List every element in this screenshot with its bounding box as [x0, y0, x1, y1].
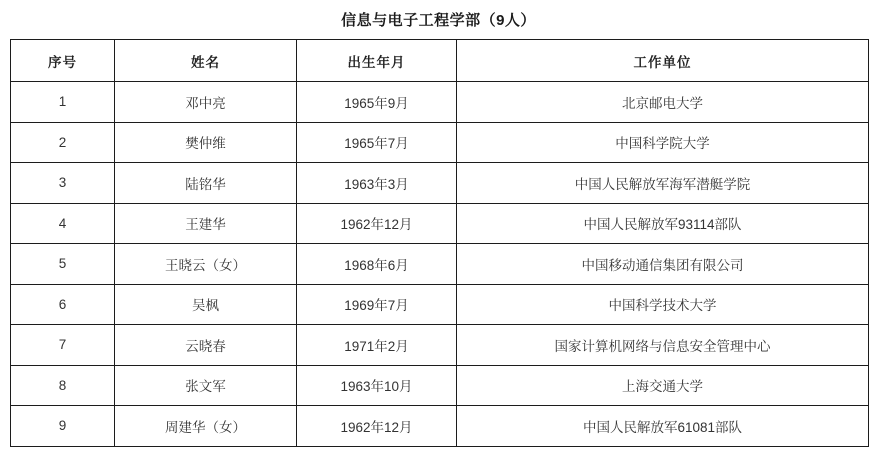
- cell-name: 云晓春: [115, 325, 297, 366]
- cell-seq: 7: [11, 325, 115, 366]
- cell-seq: 9: [11, 406, 115, 447]
- cell-name: 周建华（女）: [115, 406, 297, 447]
- cell-seq: 2: [11, 122, 115, 163]
- cell-name: 陆铭华: [115, 163, 297, 204]
- table-row: [11, 122, 869, 163]
- cell-name: 张文军: [115, 365, 297, 406]
- table-row: [11, 406, 869, 447]
- cell-org: 北京邮电大学: [457, 82, 869, 123]
- cell-birth: 1969年7月: [297, 284, 457, 325]
- cell-birth: 1962年12月: [297, 203, 457, 244]
- cell-seq: 1: [11, 82, 115, 123]
- table-row: [11, 203, 869, 244]
- cell-birth: 1963年3月: [297, 163, 457, 204]
- cell-birth: 1965年7月: [297, 122, 457, 163]
- table-body: [11, 82, 869, 447]
- cell-seq: 8: [11, 365, 115, 406]
- header-name: 姓名: [115, 40, 297, 82]
- cell-org: 中国科学技术大学: [457, 284, 869, 325]
- cell-org: 中国人民解放军海军潜艇学院: [457, 163, 869, 204]
- page-title: 信息与电子工程学部（9人）: [341, 12, 536, 29]
- cell-seq: 4: [11, 203, 115, 244]
- cell-name: 樊仲维: [115, 122, 297, 163]
- cell-seq: 6: [11, 284, 115, 325]
- cell-name: 王建华: [115, 203, 297, 244]
- header-birth: 出生年月: [297, 40, 457, 82]
- table-row: [11, 244, 869, 285]
- cell-birth: 1963年10月: [297, 365, 457, 406]
- table-row: [11, 284, 869, 325]
- table-header: [11, 40, 869, 82]
- cell-birth: 1971年2月: [297, 325, 457, 366]
- cell-name: 吴枫: [115, 284, 297, 325]
- roster-table: [10, 39, 869, 447]
- table-row: [11, 365, 869, 406]
- header-row: [11, 40, 869, 82]
- cell-org: 中国移动通信集团有限公司: [457, 244, 869, 285]
- cell-org: 中国人民解放军93114部队: [457, 203, 869, 244]
- cell-birth: 1968年6月: [297, 244, 457, 285]
- table-row: [11, 82, 869, 123]
- table-row: [11, 163, 869, 204]
- cell-birth: 1962年12月: [297, 406, 457, 447]
- cell-org: 中国人民解放军61081部队: [457, 406, 869, 447]
- cell-name: 邓中亮: [115, 82, 297, 123]
- cell-org: 国家计算机网络与信息安全管理中心: [457, 325, 869, 366]
- cell-seq: 5: [11, 244, 115, 285]
- cell-name: 王晓云（女）: [115, 244, 297, 285]
- header-seq: 序号: [11, 40, 115, 82]
- table-row: [11, 325, 869, 366]
- cell-seq: 3: [11, 163, 115, 204]
- cell-org: 上海交通大学: [457, 365, 869, 406]
- header-org: 工作单位: [457, 40, 869, 82]
- cell-org: 中国科学院大学: [457, 122, 869, 163]
- cell-birth: 1965年9月: [297, 82, 457, 123]
